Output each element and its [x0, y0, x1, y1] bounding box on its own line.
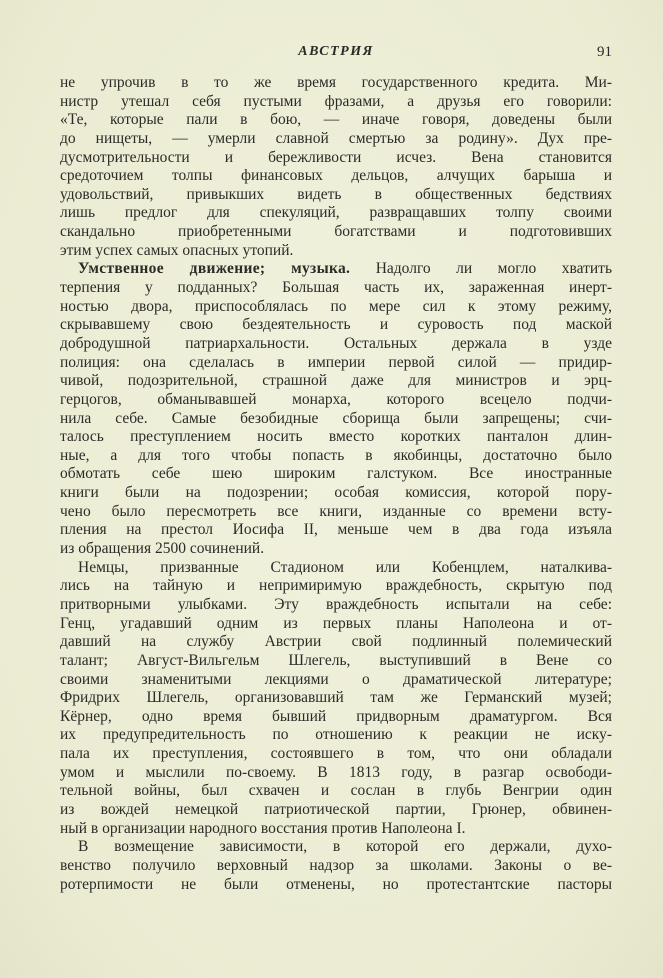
text-line: [60, 204, 612, 223]
text-line: [60, 559, 612, 578]
text-line: [60, 260, 612, 279]
line-text: Генц, угадавший одним из первых планы Наполеона и от-: [60, 614, 612, 632]
text-line: [60, 242, 612, 261]
text-line: [60, 354, 612, 373]
line-text: книги были на подозрении; особая комиссия, которой пору-: [60, 484, 612, 502]
paragraph: [60, 838, 612, 894]
line-text: «Те, которые пали в бою, — иначе говоря, доведены были: [60, 111, 612, 129]
text-line: [60, 279, 612, 298]
text-line: [60, 652, 612, 671]
text-line: [60, 167, 612, 186]
text-line: [60, 447, 612, 466]
text-line: [60, 540, 612, 559]
line-text: нила себе. Самые безобидные сборища были запрещены; счи-: [60, 409, 612, 427]
text-line: [60, 633, 612, 652]
text-line: [60, 838, 612, 857]
text-line: [60, 428, 612, 447]
line-text: чивой, подозрительной, страшной даже для министров и эрц-: [60, 372, 612, 390]
text-line: [60, 764, 612, 783]
text-line: [60, 484, 612, 503]
text-line: [60, 820, 612, 839]
text-line: [60, 857, 612, 876]
body-text: [60, 74, 612, 894]
text-line: [60, 410, 612, 429]
line-text: давший на службу Австрии свой подлинный полемический: [60, 633, 612, 651]
text-line: [60, 577, 612, 596]
text-line: [60, 391, 612, 410]
text-line: [60, 74, 612, 93]
line-text: скрывавшему свою бездеятельность и суровость под маской: [60, 316, 612, 334]
text-line: [60, 111, 612, 130]
running-header: [60, 44, 612, 64]
line-text: венство получило верховный надзор за школами. Законы о ве-: [60, 856, 612, 874]
page-number: 91: [597, 44, 612, 60]
section-run-in-heading: Умственное движение; музыка.: [78, 260, 351, 278]
line-text: не упрочив в то же время государственного кредита. Ми-: [60, 74, 612, 91]
paragraph: [60, 260, 612, 558]
line-text: дусмотрительности и бережливости исчез. Вена становится: [60, 148, 612, 166]
text-line: [60, 671, 612, 690]
line-text: Фридрих Шлегель, организовавший там же Германский музей;: [60, 689, 612, 707]
line-text: из обращения 2500 сочинений.: [60, 540, 265, 558]
line-text: скандально приобретенными богатствами и подготовивших: [60, 223, 612, 241]
line-text: своими знаменитыми лекциями о драматической литературе;: [60, 670, 612, 688]
chapter-running-title: АВСТРИЯ: [298, 44, 374, 59]
line-text: В возмещение зависимости, в которой его держали, духо-: [78, 838, 612, 856]
line-text: талось преступлением носить вместо коротких панталон длин-: [60, 428, 612, 446]
line-text: из вождей немецкой патриотической партии, Грюнер, обвинен-: [60, 800, 612, 818]
line-text: до нищеты, — умерли славной смертью за родину». Дух пре-: [60, 129, 612, 147]
line-text: притворными улыбками. Эту враждебность испытали на себе:: [60, 595, 612, 613]
line-text: пления на престол Иосифа II, меньше чем в два года изъяла: [60, 521, 612, 539]
paragraph: [60, 74, 612, 260]
text-line: [60, 149, 612, 168]
text-line: [60, 316, 612, 335]
line-text: умом и мыслили по-своему. В 1813 году, в разгар освободи-: [60, 763, 612, 781]
line-text: добродушной патриархальности. Остальных держала в узде: [60, 334, 612, 352]
line-text: чено было пересмотреть все книги, изданные со времени всту-: [60, 502, 612, 520]
text-line: [60, 801, 612, 820]
line-text: обмотать себе шею широким галстуком. Все иностранные: [60, 465, 612, 483]
text-line: [60, 745, 612, 764]
line-text: полиция: она сделалась в империи первой силой — придир-: [60, 353, 612, 371]
line-text: ротерпимости не были отменены, но протестантские пасторы: [60, 875, 612, 893]
text-line: [60, 596, 612, 615]
text-line: [60, 521, 612, 540]
text-line: [60, 726, 612, 745]
line-text: нистр утешал себя пустыми фразами, а друзья его говорили:: [60, 92, 612, 110]
line-text: лишь предлог для спекуляций, развращавших толпу своими: [60, 204, 612, 222]
text-line: [60, 93, 612, 112]
text-line: [60, 615, 612, 634]
paragraph: [60, 559, 612, 839]
text-line: [60, 503, 612, 522]
line-text: лись на тайную и непримиримую враждебность, скрытую под: [60, 577, 612, 595]
line-text: ные, а для того чтобы попасть в якобинцы, достаточно было: [60, 446, 612, 464]
text-line: [60, 372, 612, 391]
text-line: [60, 223, 612, 242]
line-text: средоточием толпы финансовых дельцов, алчущих барыша и: [60, 167, 612, 185]
line-text: Немцы, призванные Стадионом или Кобенцлем, наталкива-: [78, 558, 612, 576]
text-line: [60, 186, 612, 205]
text-line: [60, 782, 612, 801]
line-text: герцогов, обманывавшей монарха, которого всецело подчи-: [60, 390, 612, 408]
line-text: их предупредительность по отношению к реакции не иску-: [60, 726, 612, 744]
text-line: [60, 876, 612, 895]
line-text: ный в организации народного восстания против Наполеона I.: [60, 819, 466, 837]
line-text: ностью двора, приспособлялась по мере сил к этому режиму,: [60, 297, 612, 315]
line-text: Надолго ли могло хватить: [375, 260, 613, 278]
text-line: [60, 465, 612, 484]
text-line: [60, 689, 612, 708]
line-text: этим успех самых опасных утопий.: [60, 241, 294, 259]
text-line: [60, 130, 612, 149]
line-text: тельной войны, был схвачен и сослан в глубь Венгрии один: [60, 782, 612, 800]
line-text: удовольствий, привыкших видеть в общественных бедствиях: [60, 185, 612, 203]
text-line: [60, 298, 612, 317]
line-text: Кёрнер, одно время бывший придворным драматургом. Вся: [60, 707, 612, 725]
line-text: терпения у подданных? Большая часть их, зараженная инерт-: [60, 279, 612, 297]
text-line: [60, 335, 612, 354]
text-line: [60, 708, 612, 727]
line-text: талант; Август-Вильгельм Шлегель, выступивший в Вене со: [60, 651, 612, 669]
line-text: пала их преступления, состоявшего в том, что они обладали: [60, 745, 612, 763]
